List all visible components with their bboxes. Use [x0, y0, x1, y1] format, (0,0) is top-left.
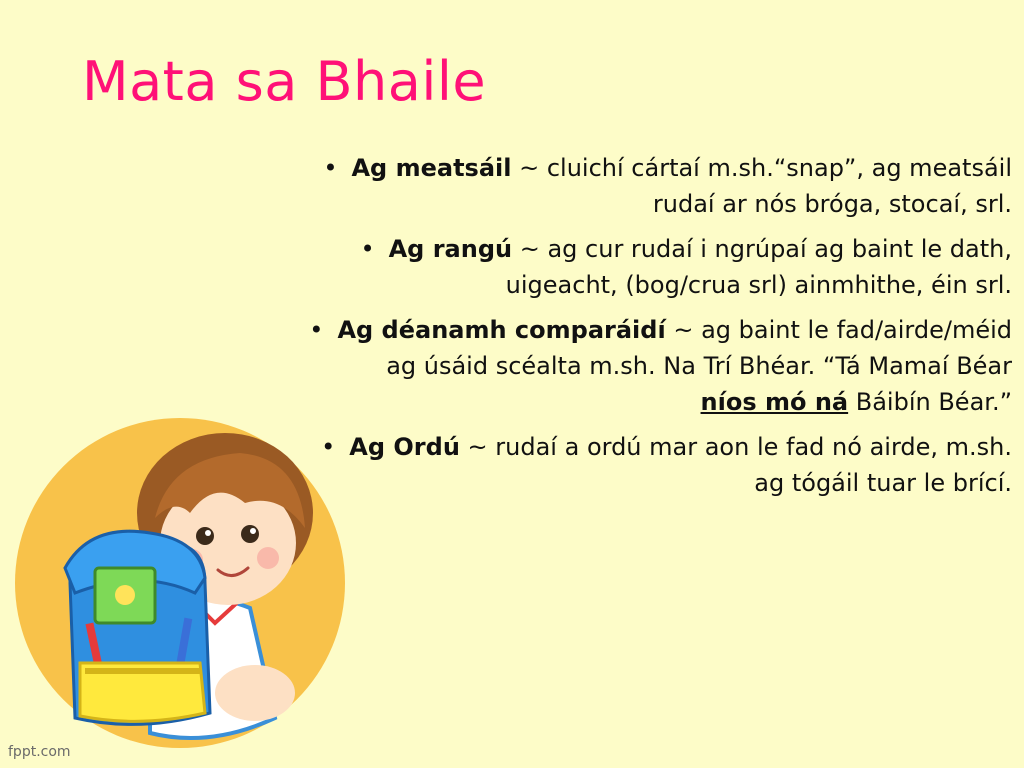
bullet-text: ag tógáil tuar le brící. [754, 469, 1012, 497]
eye-left [196, 527, 214, 545]
eye-shine [250, 528, 256, 534]
eye-shine [205, 530, 211, 536]
cheek-right [257, 547, 279, 569]
bullet-dot: • [360, 235, 375, 263]
bullet-dot: • [321, 433, 336, 461]
bullet-text: uigeacht, (bog/crua srl) ainmhithe, éin srl. [505, 271, 1012, 299]
bullet-text: ~ ag baint le fad/airde/méid [665, 316, 1012, 344]
pocket-zipper [85, 668, 200, 674]
bullet-term: Ag déanamh comparáidí [337, 316, 666, 344]
bullet-dot: • [323, 154, 338, 182]
bullet-term: Ag Ordú [349, 433, 460, 461]
bullet-text: ag úsáid scéalta m.sh. Na Trí Bhéar. “Tá Mamaí Béar [386, 352, 1012, 380]
book-decoration [115, 585, 135, 605]
bullet-term: Ag meatsáil [351, 154, 512, 182]
bullet-emphasis: níos mó ná [700, 388, 849, 416]
bullet-item [112, 231, 1012, 303]
bullet-item [112, 150, 1012, 222]
bullet-text: Báibín Béar.” [848, 388, 1012, 416]
schoolboy-illustration [0, 418, 360, 748]
watermark: fppt.com [8, 744, 71, 760]
bullet-item [112, 312, 1012, 420]
bullet-text: rudaí ar nós bróga, stocaí, srl. [652, 190, 1012, 218]
bullet-text: ~ cluichí cártaí m.sh.“snap”, ag meatsáil [511, 154, 1012, 182]
slide-title: Mata sa Bhaile [82, 50, 487, 113]
bullet-text: ~ ag cur rudaí i ngrúpaí ag baint le dath, [512, 235, 1012, 263]
eye-right [241, 525, 259, 543]
bullet-term: Ag rangú [388, 235, 513, 263]
arm-shape [215, 665, 295, 721]
bullet-text: ~ rudaí a ordú mar aon le fad nó airde, m.sh. [459, 433, 1012, 461]
bullet-dot: • [309, 316, 324, 344]
